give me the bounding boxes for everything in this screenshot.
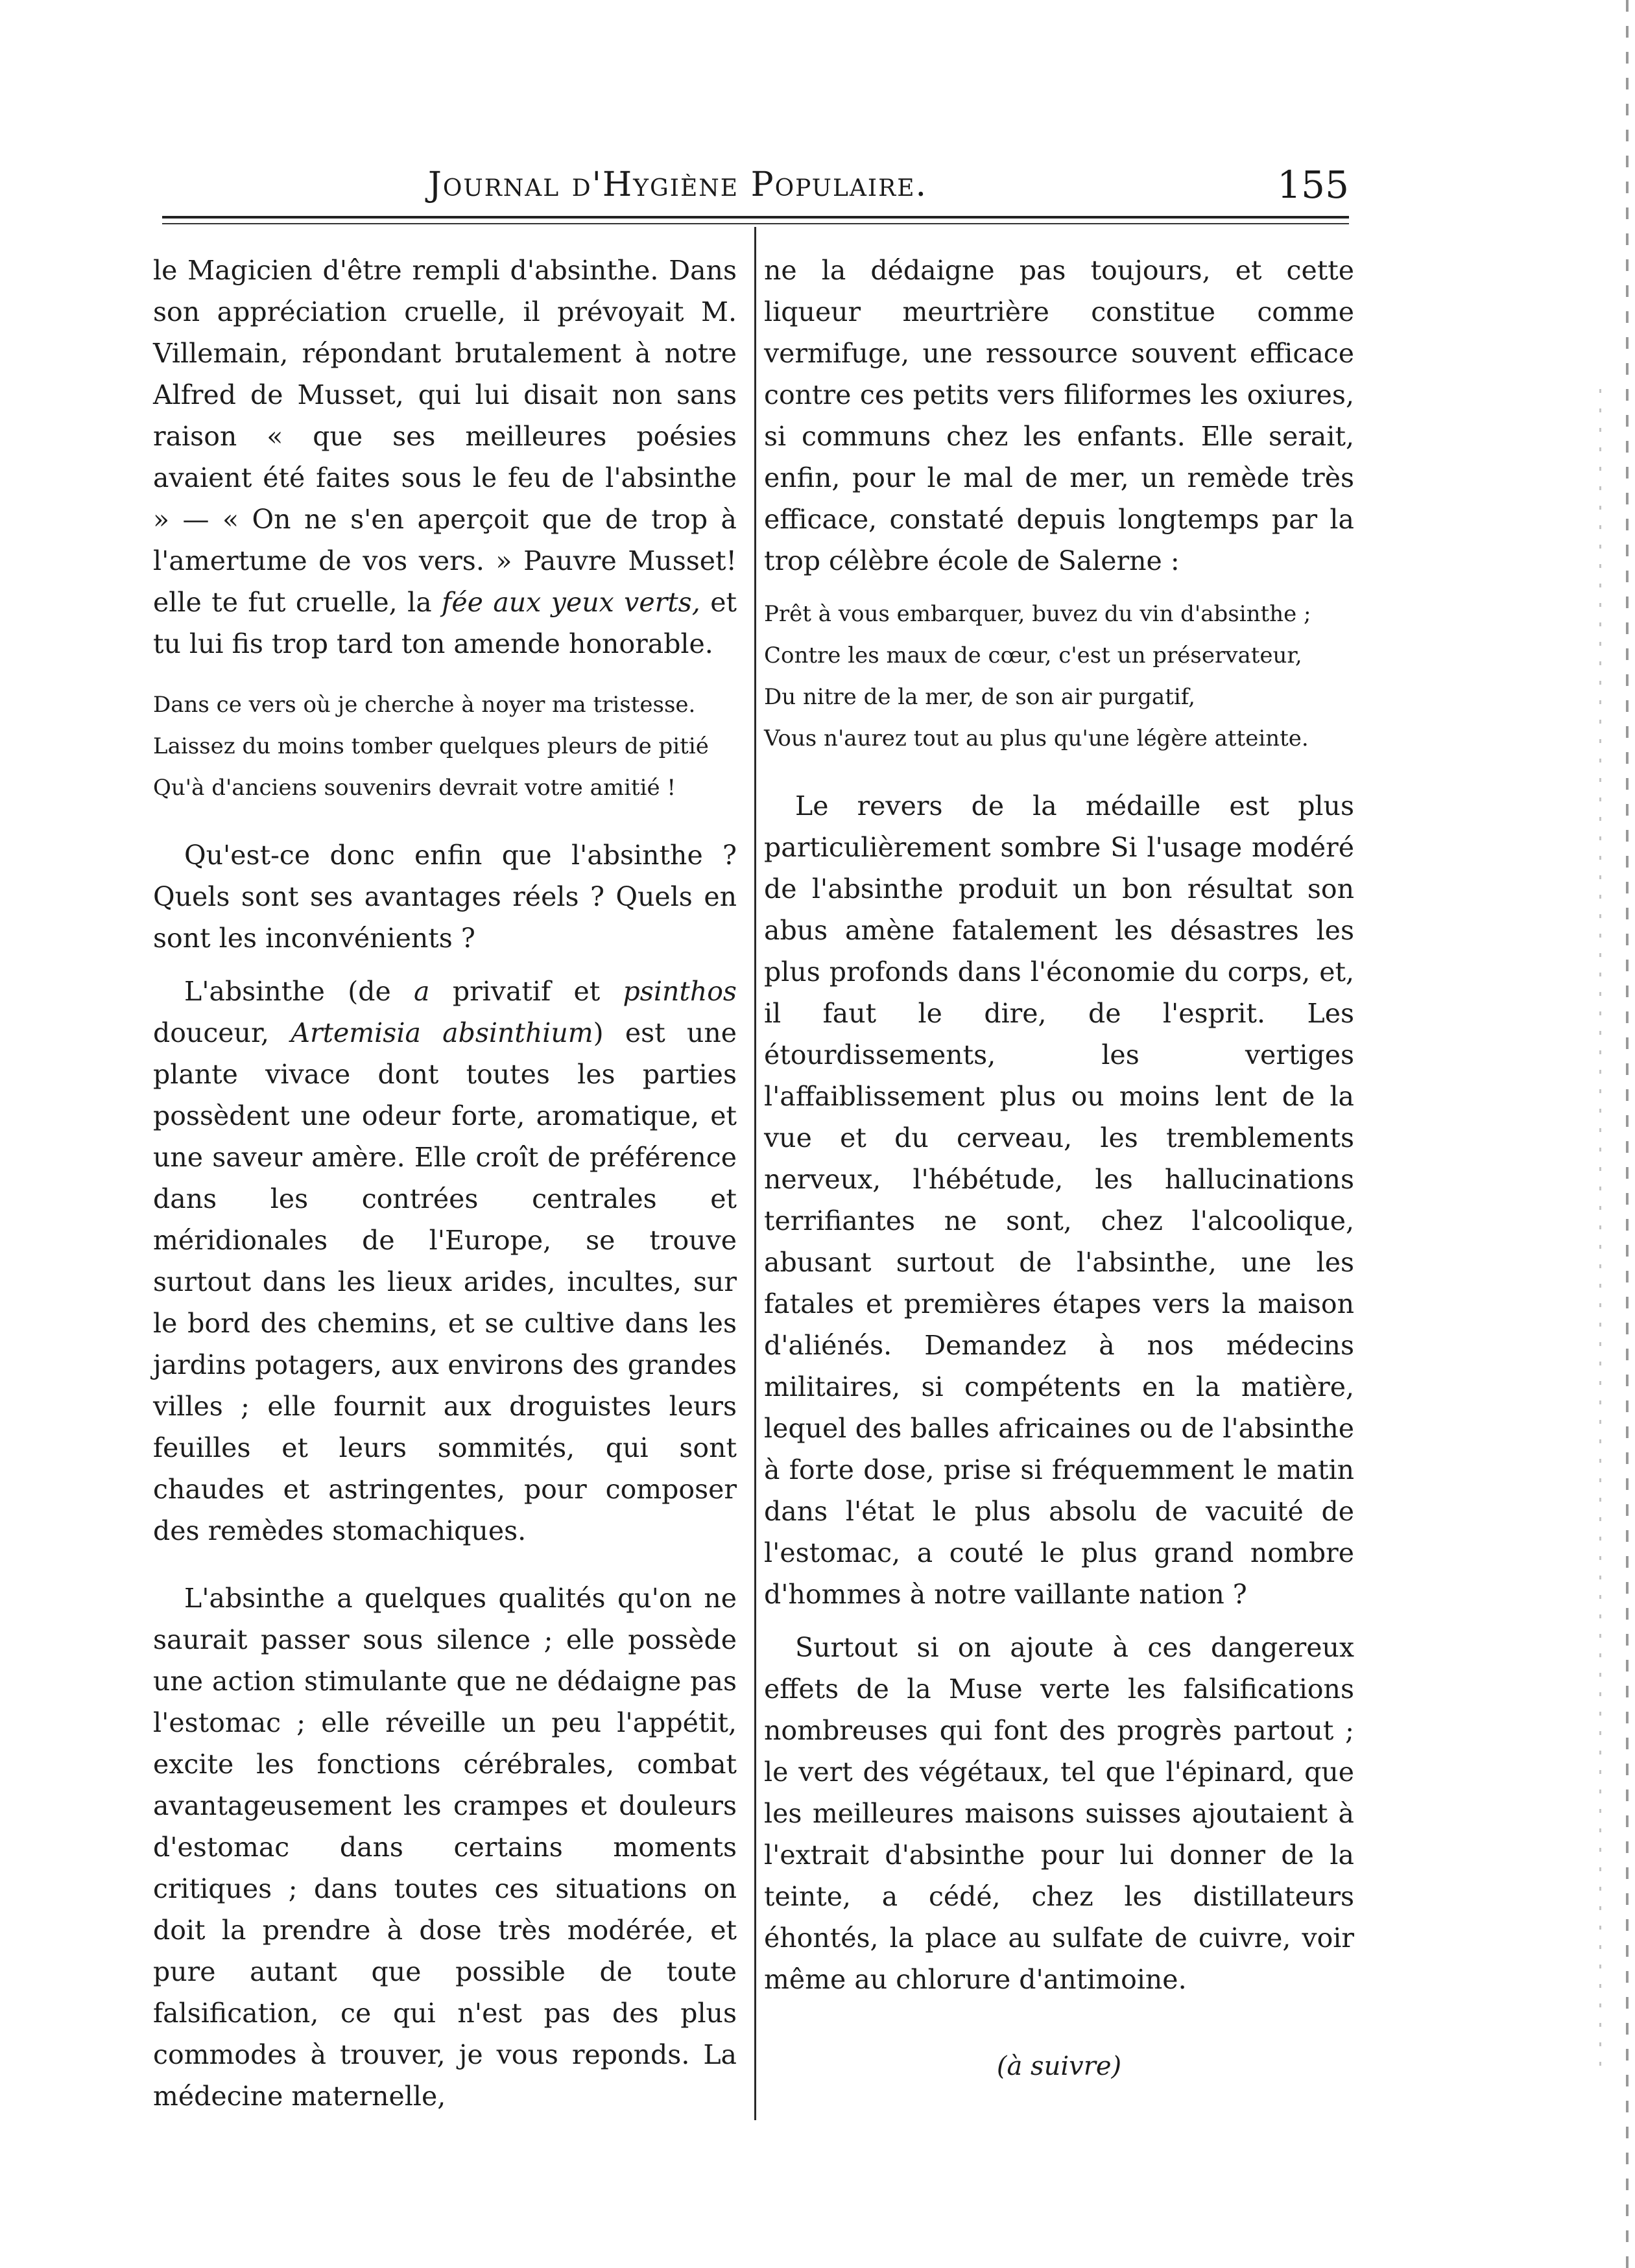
poem-line: Prêt à vous embarquer, buvez du vin d'absinthe ; [764, 601, 1311, 627]
header-rule [162, 216, 1349, 219]
poem-line: Qu'à d'anciens souvenirs devrait votre amitié ! [153, 775, 676, 801]
paragraph-plant [153, 971, 737, 1552]
paragraph-qualities: L'absinthe a quelques qualités qu'on ne saurait passer sous silence ; elle possède une action stimulante que ne dédaigne pas l'estomac ; elle réveille un peu l'appétit, excite les fonctions cérébrales, combat avantageusement les crampes et douleurs d'estomac dans certains moments critiques ; dans toutes ces situations on doit la prendre à dose très modérée, et pure autant que possible de toute falsification, ce qui n'est pas des plus commodes à trouver, je vous reponds. La médecine maternelle, [153, 1583, 737, 2112]
paragraph-musset [153, 250, 737, 665]
poem-line: Laissez du moins tomber quelques pleurs de pitié [153, 733, 709, 759]
paragraph-text: et tu lui fis trop tard ton amende honorable. [153, 587, 737, 659]
scan-edge-artifact [1599, 389, 1601, 2075]
italic-word: a [414, 976, 430, 1007]
poem-line: Contre les maux de cœur, c'est un préservateur, [764, 643, 1302, 668]
header-rule-thin [162, 223, 1349, 224]
paragraph-vermifuge: ne la dédaigne pas toujours, et cette liqueur meurtrière constitue comme vermifuge, une ressource souvent efficace contre ces petits vers filiformes les oxiures, si communs chez les enfants. Elle serait, enfin, pour le mal de mer, un remède très efficace, constaté depuis longtemps par la trop célèbre école de Salerne : [764, 255, 1354, 576]
running-header [156, 165, 1349, 224]
poem-line: Dans ce vers où je cherche à noyer ma tristesse. [153, 692, 696, 718]
to-be-continued: (à suivre) [996, 2051, 1122, 2081]
page-number: 155 [1277, 163, 1349, 207]
paragraph-text: le Magicien d'être rempli d'absinthe. Dans son appréciation cruelle, il prévoyait M. Villemain, répondant brutalement à notre Alfred de Musset, qui lui disait non sans raison « que ses meilleures poésies avaient été faites sous le feu de l'absinthe » — « On ne s'en aperçoit que de trop à l'amertume de vos vers. » Pauvre Musset! elle te fut cruelle, la [153, 255, 737, 618]
poem-line: Du nitre de la mer, de son air purgatif, [764, 684, 1195, 710]
paragraph-text: ) est une plante vivace dont toutes les parties possèdent une odeur forte, aromatique, et une saveur amère. Elle croît de préférence dans les contrées centrales et méridionales de l'Europe, se trouve surtout dans les lieux arides, incultes, sur le bord des chemins, et se cultive dans les jardins potagers, aux environs des grandes villes ; elle fournit aux droguistes leurs feuilles et leurs sommités, qui sont chaudes et astringentes, pour composer des remèdes stomachiques. [153, 1017, 737, 1546]
italic-phrase: fée aux yeux verts, [442, 587, 700, 618]
column-divider [754, 227, 756, 2120]
paragraph-question: Qu'est-ce donc enfin que l'absinthe ? Quels sont ses avantages réels ? Quels en sont les inconvénients ? [153, 840, 737, 954]
paragraph-text: L'absinthe (de [184, 976, 391, 1007]
right-column [764, 250, 1354, 2087]
paragraph-falsifications: Surtout si on ajoute à ces dangereux effets de la Muse verte les falsifications nombreuses qui font des progrès partout ; le vert des végétaux, tel que l'épinard, que les meilleures maisons suisses ajoutaient à l'extrait d'absinthe pour lui donner de la teinte, a cédé, chez les distillateurs éhontés, la place au sulfate de cuivre, voir même au chlorure d'antimoine. [764, 1632, 1354, 1995]
left-column [153, 250, 737, 2117]
paragraph-text: douceur, [153, 1017, 270, 1048]
poem-line: Vous n'aurez tout au plus qu'une légère atteinte. [764, 726, 1309, 751]
poem-salerne [764, 593, 1354, 759]
italic-word: psinthos [623, 976, 737, 1007]
scan-edge-artifact [1626, 0, 1629, 2268]
journal-title: Journal d'Hygiène Populaire. [428, 165, 928, 204]
poem-musset [153, 684, 737, 809]
paragraph-revers: Le revers de la médaille est plus particulièrement sombre Si l'usage modéré de l'absinthe produit un bon résultat son abus amène fatalement les désastres les plus profonds dans l'économie du corps, et, il faut le dire, de l'esprit. Les étourdissements, les vertiges l'affaiblissement plus ou moins lent de la vue et du cerveau, les tremblements nerveux, l'hébétude, les hallucinations terrifiantes ne sont, chez l'alcoolique, abusant surtout de l'absinthe, une les fatales et premières étapes vers la maison d'aliénés. Demandez à nos médecins militaires, si compétents en la matière, lequel des balles africaines ou de l'absinthe à forte dose, prise si fréquemment le matin dans l'état le plus absolu de vacuité de l'estomac, a couté le plus grand nombre d'hommes à notre vaillante nation ? [764, 790, 1354, 1610]
paragraph-text: privatif et [452, 976, 601, 1007]
italic-word: Artemisia absinthium [291, 1017, 593, 1048]
